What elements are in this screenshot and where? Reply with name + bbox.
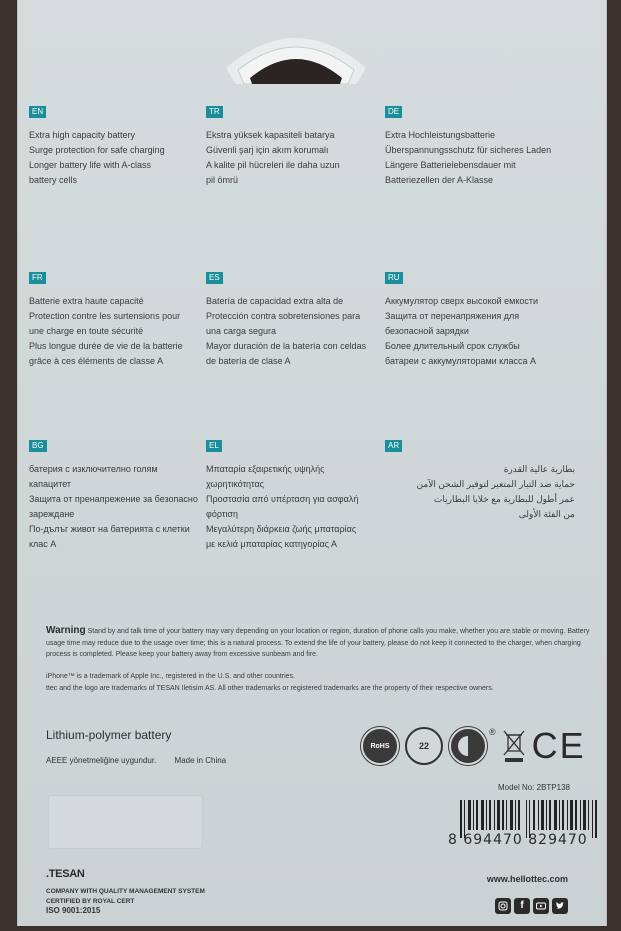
feature-line: Extra Hochleistungsbatterie	[385, 130, 496, 140]
feature-line: Μπαταρία εξαιρετικής υψηλής	[206, 464, 325, 474]
feature-line: Extra high capacity battery	[29, 130, 136, 140]
feature-line: капацитет	[29, 479, 72, 489]
warning-text	[46, 625, 606, 661]
battery-type: Lithium-polymer battery	[46, 728, 172, 742]
certification-icons	[361, 727, 586, 765]
feature-line: По-дълъг живот на батерията с клетки	[29, 524, 190, 534]
lang-badge: RU	[385, 272, 403, 284]
feature-line: بطارية عالية القدرة	[503, 464, 575, 474]
rohs-icon: RoHS	[361, 727, 399, 765]
lang-badge: ES	[206, 272, 223, 284]
lang-block-fr	[29, 270, 199, 369]
feature-line: Batería de capacidad extra alta de	[206, 296, 344, 306]
feature-line: A kalite pil hücreleri ile daha uzun	[206, 160, 340, 170]
lang-block-en	[29, 104, 199, 188]
feature-line: Longer battery life with A-class	[29, 160, 152, 170]
feature-line: Προστασία από υπέρταση για ασφαλή	[206, 494, 359, 504]
registered-icon: ®	[489, 727, 496, 737]
feature-line: Plus longue durée de vie de la batterie	[29, 341, 183, 351]
feature-line: με κελιά μπαταρίας κατηγορίας Α	[206, 539, 338, 549]
lang-badge: BG	[29, 440, 47, 452]
feature-line: Protección contra sobretensiones para	[206, 311, 361, 321]
feature-line: клас А	[29, 539, 57, 549]
social-icons	[495, 898, 568, 914]
lang-block-de	[385, 104, 575, 188]
feature-line: de batería de clase A	[206, 356, 291, 366]
feature-line: Более длительный срок службы	[385, 341, 520, 351]
lang-block-ru	[385, 270, 575, 369]
feature-line: Защита от перенапряжения для	[385, 311, 520, 321]
instagram-icon[interactable]	[495, 898, 511, 914]
feature-line: من الفئة الأولى	[518, 509, 575, 519]
feature-line: Аккумулятор сверх высокой емкости	[385, 296, 539, 306]
package-back	[17, 0, 607, 926]
website-link[interactable]: www.hellottec.com	[486, 874, 568, 884]
green-dot-icon	[449, 727, 487, 765]
recycle-icon: 22	[405, 727, 443, 765]
made-in: Made in China	[174, 756, 227, 765]
barcode-number: 8 694470 829470	[448, 832, 588, 848]
feature-line: Μεγαλύτερη διάρκεια ζωής μπαταρίας	[206, 524, 357, 534]
feature-line: une charge en toute sécurité	[29, 326, 144, 336]
feature-line: φόρτιση	[206, 509, 238, 519]
feature-line: Защита от пренапрежение за безопасно	[29, 494, 198, 504]
lang-badge: EL	[206, 440, 222, 452]
feature-line: Längere Batterielebensdauer mit	[385, 160, 516, 170]
trademark-notice	[46, 671, 606, 694]
blank-label-area	[48, 795, 203, 849]
quality-certification	[46, 887, 205, 916]
feature-line: Batterie extra haute capacité	[29, 296, 144, 306]
feature-line: батареи с аккумуляторами класса А	[385, 356, 536, 366]
feature-line: χωρητικότητας	[206, 479, 264, 489]
lang-block-el	[206, 438, 376, 552]
aeee-compliance: AEEE yönetmeliğine uygundur.	[46, 756, 157, 765]
youtube-icon[interactable]	[533, 898, 549, 914]
cert-line: CERTIFIED BY ROYAL CERT	[46, 897, 135, 905]
feature-line: حماية ضد التيار المتغير لتوفير الشحن الآمن	[416, 479, 575, 489]
warning-body: Stand by and talk time of your battery may vary depending on your location or region, duration of phone calls you make, whether you are stable or moving. Battery usage time may reduce due to the usage over time; this is a natural process. To extend the life of your battery, please do not keep it connected to the charger, when charging process is completed. Please keep your battery away from excessive sunbeam and fire.	[46, 628, 590, 658]
feature-line: батерия с изключително голям	[29, 464, 158, 474]
twitter-icon[interactable]	[552, 898, 568, 914]
trademark-line: iPhone™ is a trademark of Apple Inc., registered in the U.S. and other countries.	[46, 673, 296, 680]
feature-line: grâce à ces éléments de classe A	[29, 356, 164, 366]
lang-badge: DE	[385, 106, 402, 118]
feature-line: Surge protection for safe charging	[29, 145, 165, 155]
lang-badge: EN	[29, 106, 46, 118]
feature-line: Überspannungsschutz für sicheres Laden	[385, 145, 552, 155]
hang-hole	[216, 18, 376, 84]
warning-label: Warning	[46, 625, 86, 636]
feature-line: Ekstra yüksek kapasiteli batarya	[206, 130, 335, 140]
model-number: Model No: 2BTP138	[497, 783, 570, 792]
feature-line: battery cells	[29, 175, 78, 185]
feature-line: عمر أطول للبطارية مع خلايا البطاريات	[433, 494, 575, 504]
feature-line: Protection contre les surtensions pour	[29, 311, 181, 321]
compliance-line	[46, 756, 242, 765]
lang-block-es	[206, 270, 376, 369]
iso-standard: ISO 9001:2015	[46, 906, 101, 915]
feature-line: pil ömrü	[206, 175, 239, 185]
lang-block-bg	[29, 438, 199, 552]
weee-bin-icon	[502, 729, 526, 763]
ce-mark-icon: CE	[531, 725, 586, 766]
lang-badge: FR	[29, 272, 46, 284]
trademark-line: ttec and the logo are trademarks of TESAN Iletisim AS. All other trademarks or registered trademarks are the property of their respective owners.	[46, 684, 494, 692]
feature-line: безопасной зарядки	[385, 326, 469, 336]
lang-badge: AR	[385, 440, 402, 452]
facebook-icon[interactable]: f	[514, 898, 530, 914]
lang-block-tr	[206, 104, 376, 188]
feature-line: Mayor duración de la batería con celdas	[206, 341, 367, 351]
lang-block-ar	[385, 438, 575, 522]
tesan-logo: .TESAN	[46, 868, 85, 880]
feature-line: Güvenli şarj için akım korumalı	[206, 145, 329, 155]
cert-line: COMPANY WITH QUALITY MANAGEMENT SYSTEM	[46, 888, 205, 895]
feature-line: Batteriezellen der A-Klasse	[385, 175, 494, 185]
feature-line: una carga segura	[206, 326, 277, 336]
feature-line: зареждане	[29, 509, 75, 519]
lang-badge: TR	[206, 106, 223, 118]
